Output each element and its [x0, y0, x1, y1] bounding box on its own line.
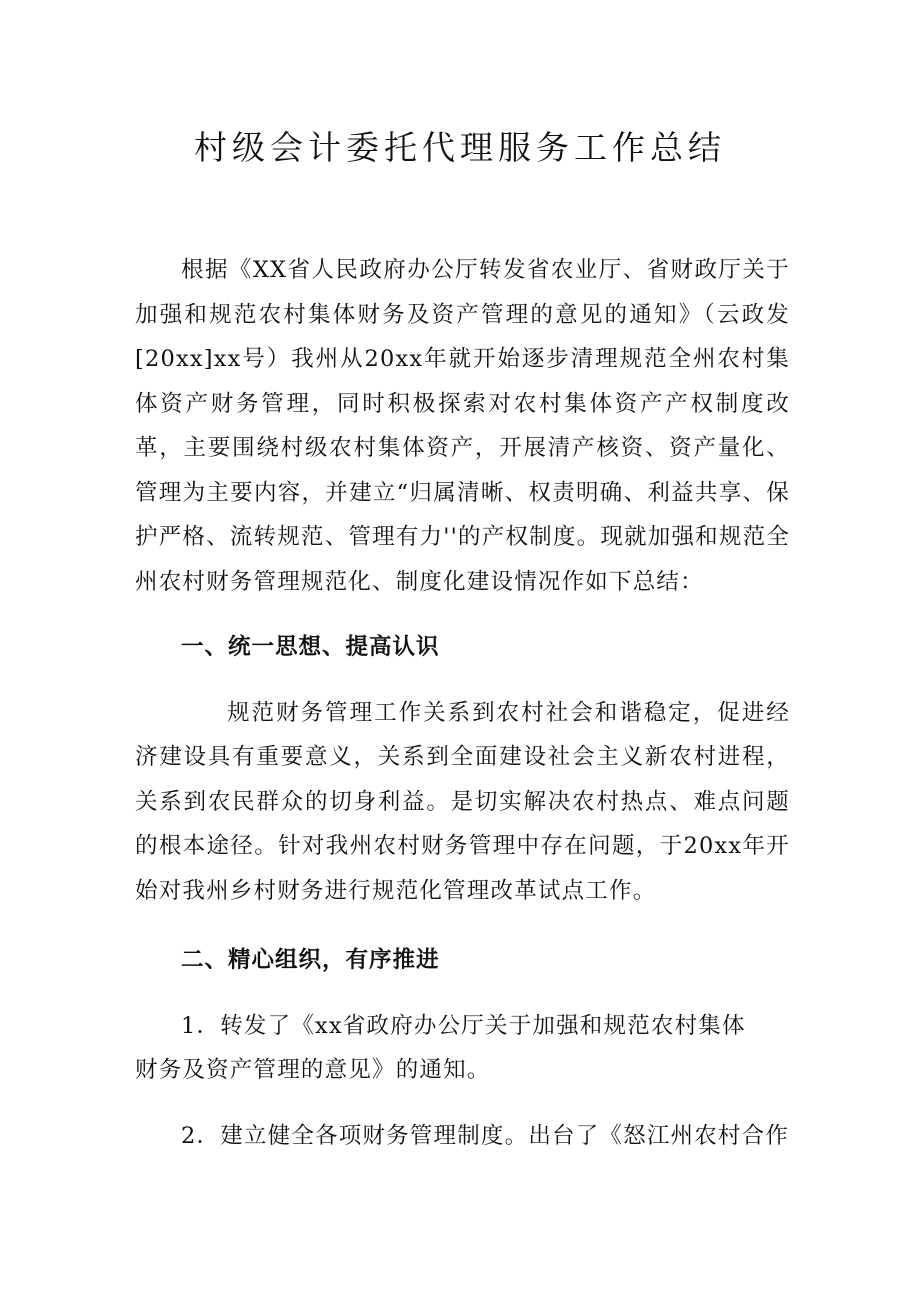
list-item-2: 2．建立健全各项财务管理制度。出台了《怒江州农村合作: [181, 1122, 790, 1149]
document-title: 村级会计委托代理服务工作总结: [194, 128, 726, 167]
section-1-heading: 一、统一思想、提高认识: [181, 634, 440, 660]
spacer: [135, 604, 790, 625]
list-item-1-line-1: 1．转发了《xx省政府办公厅关于加强和规范农村集体: [181, 1012, 746, 1039]
list-item-1-line-2: 财务及资产管理的意见》的通知。: [135, 1057, 491, 1083]
spacer: [135, 983, 790, 1004]
spacer: [135, 670, 790, 691]
section-1-paragraph: 规范财务管理工作关系到农村社会和谐稳定，促进经济建设具有重要意义，关系到全面建设社会主义新农村进程，关系到农民群众的切身利益。是切实解决农村热点、难点问题的根本途径。针对我州农村财务管理中存在问题，于20xx年开始对我州乡村财务进行规范化管理改革试点工作。: [135, 699, 790, 904]
intro-paragraph: 根据《XX省人民政府办公厅转发省农业厅、省财政厅关于加强和规范农村集体财务及资产管理的意见的通知》（云政发[20xx]xx号）我州从20xx年就开始逐步清理规范全州农村集体资产财务管理，同时积极探索对农村集体资产产权制度改革，主要围绕村级农村集体资产，开展清产核资、资产量化、管理为主要内容，并建立“归属清晰、权责明确、利益共享、保护严格、流转规范、管理有力''的产权制度。现就加强和规范全州农村财务管理规范化、制度化建设情况作如下总结：: [135, 257, 790, 595]
section-2-heading: 二、精心组织，有序推进: [181, 947, 440, 973]
spacer: [135, 913, 790, 938]
document-body: [135, 248, 790, 1158]
spacer: [135, 1093, 790, 1114]
